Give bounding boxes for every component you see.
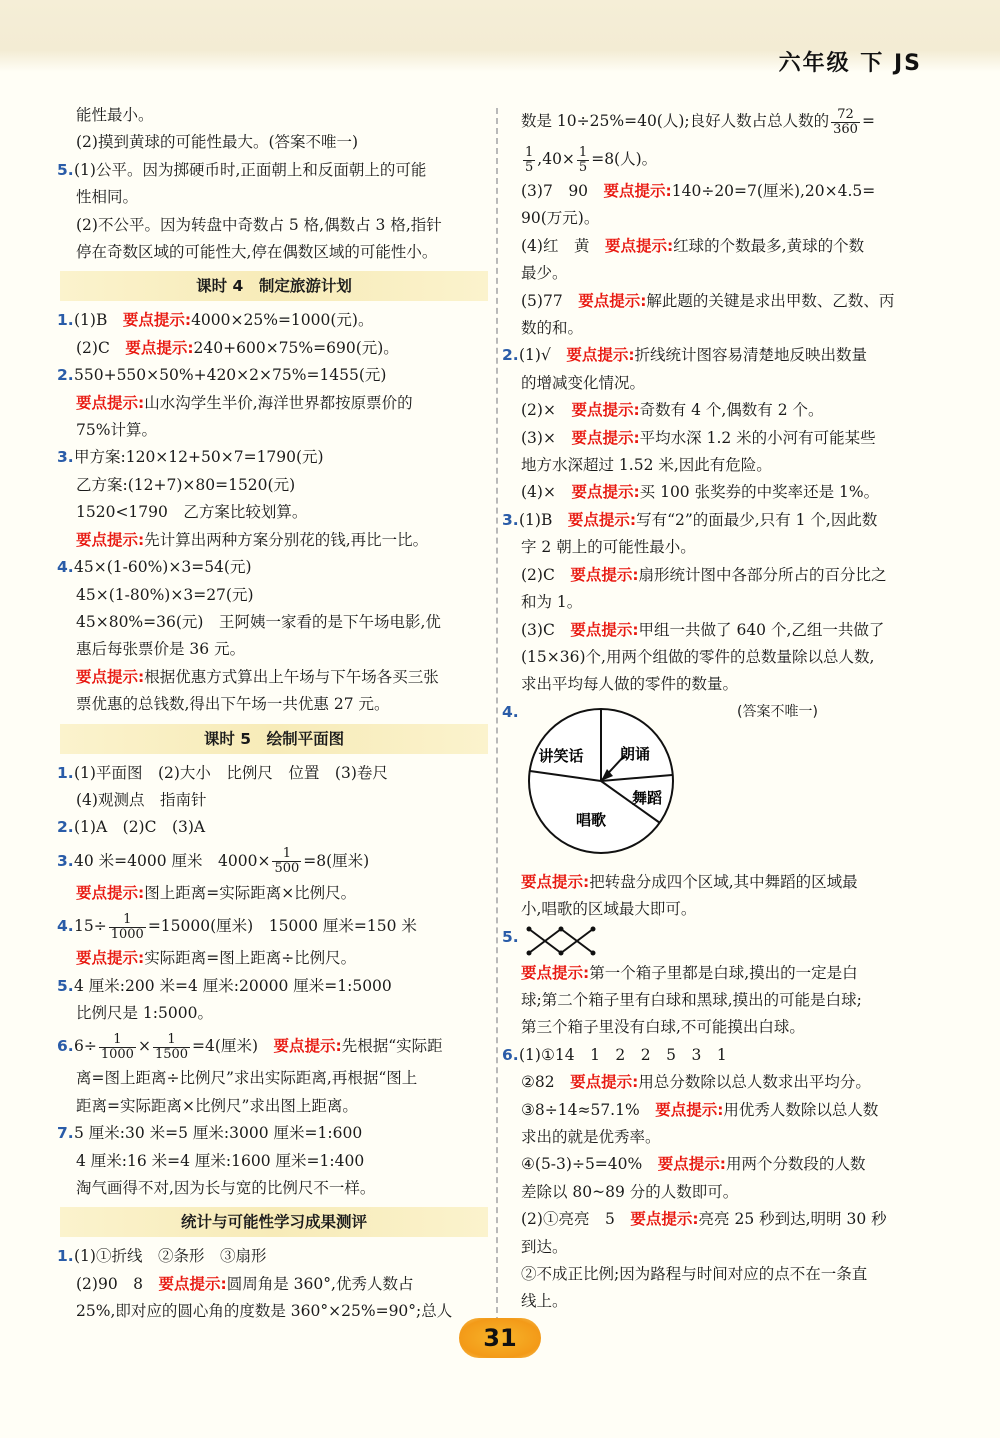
hint-text: 和为 1。 — [521, 593, 583, 612]
hint-label: 要点提示: — [125, 338, 194, 357]
hint-label: 要点提示: — [571, 401, 640, 420]
answer-part: (3)× — [521, 428, 572, 447]
hint-label: 要点提示: — [570, 1073, 639, 1092]
denominator: 1000 — [100, 1046, 134, 1062]
pie-label-dance: 舞蹈 — [631, 788, 663, 807]
answer-line: 1520<1790 乙方案比较划算。 — [76, 503, 308, 522]
hint-label: 要点提示: — [567, 510, 637, 529]
hint-text: 票优惠的总钱数,得出下午场一共优惠 27 元。 — [76, 695, 390, 714]
fraction — [577, 146, 589, 175]
answer-part: 6÷ — [74, 1037, 97, 1056]
hint-label: 要点提示: — [521, 872, 590, 891]
hint-text: 把转盘分成四个区域,其中舞蹈的区域最 — [589, 872, 858, 891]
hint-text: 圆周角是 360°,优秀人数占 — [226, 1274, 414, 1293]
column-divider — [496, 108, 498, 1333]
hint-text: 求出平均每人做的零件的数量。 — [521, 675, 739, 694]
hint-text: 140÷20=7(厘米),20×4.5= — [671, 182, 876, 200]
question-number: 2. — [57, 818, 74, 837]
hint-label: 要点提示: — [578, 291, 647, 310]
hint-label: 要点提示: — [273, 1037, 342, 1056]
right-column — [502, 102, 937, 1316]
answer-line: 甲方案:120×12+50×7=1790(元) — [74, 448, 324, 467]
question-number: 2. — [57, 366, 74, 385]
answer-part: (2)C — [521, 565, 571, 584]
hint-label: 要点提示: — [657, 1155, 726, 1174]
hint-label: 要点提示: — [76, 530, 145, 549]
question-number: 4. — [57, 558, 74, 577]
answer-part: (2)C — [76, 338, 126, 357]
numerator: 1 — [99, 1033, 136, 1048]
question-number: 5. — [57, 160, 74, 179]
answer-part: (4)× — [521, 483, 572, 502]
numerator: 1 — [109, 913, 146, 928]
hint-text: 写有“2”的面最少,只有 1 个,因此数 — [636, 510, 878, 529]
hint-text: 第三个箱子里没有白球,不可能摸出白球。 — [521, 1018, 805, 1037]
denominator: 5 — [525, 159, 534, 175]
hint-label: 要点提示: — [570, 565, 639, 584]
hint-label: 要点提示: — [655, 1100, 724, 1119]
section-heading: 课时 5 绘制平面图 — [60, 724, 488, 754]
hint-text: 先根据“实际距 — [341, 1037, 443, 1056]
answer-part: × — [137, 1037, 151, 1056]
matching-lines-figure — [523, 924, 603, 958]
hint-label: 要点提示: — [603, 182, 672, 200]
answer-line: 45×80%=36(元) 王阿姨一家看的是下午场电影,优 — [76, 612, 441, 631]
answer-line: 比例尺是 1:5000。 — [76, 1003, 213, 1022]
numerator: 1 — [272, 847, 301, 862]
hint-text: 75%计算。 — [76, 421, 157, 440]
question-number: 4. — [57, 917, 74, 936]
hint-text: 最少。 — [521, 264, 568, 283]
question-number: 5. — [57, 976, 74, 995]
answer-part: =8(人)。 — [591, 150, 658, 168]
answer-line: 5 厘米:30 米=5 厘米:3000 厘米=1:600 — [74, 1124, 363, 1143]
spinner-pie-chart — [521, 703, 681, 863]
question-number: 2. — [502, 346, 519, 365]
hint-label: 要点提示: — [630, 1210, 699, 1229]
answer-line: 能性最小。 — [76, 106, 154, 124]
hint-text: 求出的就是优秀率。 — [521, 1127, 661, 1146]
question-number: 3. — [57, 851, 74, 870]
question-number: 1. — [57, 311, 74, 330]
fraction — [523, 146, 535, 175]
hint-text: 解此题的关键是求出甲数、乙数、丙 — [646, 291, 895, 310]
question-number: 6. — [502, 1045, 519, 1064]
answer-line: (2)不公平。因为转盘中奇数占 5 格,偶数占 3 格,指针 — [76, 215, 442, 234]
answer-line: ②不成正比例;因为路程与时间对应的点不在一条直 — [521, 1265, 868, 1283]
answer-line: 45×(1-60%)×3=54(元) — [74, 558, 252, 577]
hint-text: 用优秀人数除以总人数 — [723, 1100, 879, 1119]
numerator: 1 — [525, 144, 534, 160]
answer-part: ②82 — [521, 1073, 571, 1092]
hint-text: 山水沟学生半价,海洋世界都按原票价的 — [144, 393, 413, 412]
answer-part: (2)①亮亮 5 — [521, 1210, 631, 1229]
hint-text: 字 2 朝上的可能性最小。 — [521, 538, 696, 557]
answer-line: 4 厘米:200 米=4 厘米:20000 厘米=1:5000 — [74, 976, 392, 995]
fraction — [109, 913, 146, 942]
fraction — [272, 847, 301, 876]
answer-line: (1)公平。因为掷硬币时,正面朝上和反面朝上的可能 — [74, 160, 427, 179]
answer-line: (2)摸到黄球的可能性最大。(答案不唯一) — [76, 133, 359, 152]
hint-text: 用总分数除以总人数求出平均分。 — [638, 1073, 871, 1092]
answer-note: (答案不唯一) — [737, 703, 818, 720]
question-number: 3. — [57, 448, 74, 467]
answer-line: (1)A (2)C (3)A — [74, 818, 206, 837]
question-number: 5. — [502, 927, 519, 946]
hint-text: (15×36)个,用两个组做的零件的总数量除以总人数, — [521, 647, 875, 666]
hint-label: 要点提示: — [571, 483, 640, 502]
hint-text: 的增减变化情况。 — [521, 373, 646, 392]
hint-label: 要点提示: — [76, 949, 145, 968]
hint-text: 用两个分数段的人数 — [725, 1155, 866, 1174]
fraction — [831, 108, 860, 137]
hint-text: 离=图上距离÷比例尺”求出实际距离,再根据“图上 — [76, 1069, 418, 1088]
hint-text: 扇形统计图中各部分所占的百分比之 — [638, 565, 887, 584]
answer-part: =8(厘米) — [303, 851, 370, 870]
denominator: 500 — [274, 861, 300, 877]
hint-text: 差除以 80~89 分的人数即可。 — [521, 1182, 739, 1201]
numerator: 72 — [831, 108, 860, 123]
question-number: 7. — [57, 1124, 74, 1143]
hint-text: 实际距离=图上距离÷比例尺。 — [144, 949, 357, 968]
answer-part: = — [861, 112, 875, 130]
hint-text: 奇数有 4 个,偶数有 2 个。 — [639, 401, 824, 420]
answer-part: 数是 10÷25%=40(人);良好人数占总人数的 — [521, 112, 830, 130]
answer-part: =15000(厘米) 15000 厘米=150 米 — [147, 917, 417, 936]
hint-text: 先计算出两种方案分别花的钱,再比一比。 — [144, 530, 429, 549]
answer-part: (2)× — [521, 401, 572, 420]
answer-line: 45×(1-80%)×3=27(元) — [76, 585, 254, 604]
hint-text: 数的和。 — [521, 319, 584, 338]
hint-text: 到达。 — [521, 1237, 568, 1256]
hint-text: 90(万元)。 — [521, 209, 600, 228]
answer-part: 15÷ — [74, 917, 107, 936]
answer-line: (1)①14 1 2 2 5 3 1 — [519, 1045, 727, 1064]
question-5-figure — [502, 924, 937, 960]
grade-label: 六年级 下 JS — [778, 51, 922, 76]
answer-part: (1)√ — [519, 346, 567, 365]
question-number: 1. — [57, 763, 74, 782]
section-heading: 课时 4 制定旅游计划 — [60, 271, 488, 301]
hint-text: 240+600×75%=690(元)。 — [193, 338, 399, 357]
answer-part: ③8÷14≈57.1% — [521, 1100, 656, 1119]
hint-label: 要点提示: — [158, 1274, 227, 1293]
answer-line: 淘气画得不对,因为长与宽的比例尺不一样。 — [76, 1179, 376, 1197]
hint-text: 图上距离=实际距离×比例尺。 — [144, 883, 357, 902]
hint-label: 要点提示: — [122, 311, 192, 330]
numerator: 1 — [578, 144, 588, 160]
pie-label-sing: 唱歌 — [575, 810, 607, 829]
hint-text: 第一个箱子里都是白球,摸出的一定是白 — [589, 963, 858, 982]
question-4-figure — [502, 699, 937, 869]
denominator: 5 — [578, 159, 588, 175]
answer-part: (4)红 黄 — [521, 236, 605, 255]
hint-label: 要点提示: — [604, 236, 674, 255]
pie-label-joke: 讲笑话 — [538, 746, 584, 765]
hint-label: 要点提示: — [76, 393, 145, 412]
fraction — [99, 1033, 136, 1062]
question-number: 3. — [502, 510, 519, 529]
hint-label: 要点提示: — [76, 667, 145, 686]
hint-label: 要点提示: — [566, 346, 635, 365]
fraction — [153, 1033, 190, 1062]
hint-text: 25%,即对应的圆心角的度数是 360°×25%=90°;总人 — [76, 1302, 453, 1321]
hint-text: 买 100 张奖券的中奖率还是 1%。 — [639, 483, 880, 502]
page-number: 31 — [459, 1318, 541, 1358]
denominator: 360 — [833, 121, 858, 137]
denominator: 1000 — [110, 926, 144, 942]
hint-label: 要点提示: — [521, 963, 590, 982]
hint-text: 折线统计图容易清楚地反映出数量 — [634, 346, 868, 365]
answer-part: (2)90 8 — [76, 1274, 159, 1293]
answer-line: 4 厘米:16 米=4 厘米:1600 厘米=1:400 — [76, 1151, 365, 1170]
answer-line: (1)平面图 (2)大小 比例尺 位置 (3)卷尺 — [74, 763, 388, 782]
hint-text: 小,唱歌的区域最大即可。 — [521, 900, 697, 919]
hint-label: 要点提示: — [571, 428, 640, 447]
left-column — [57, 102, 488, 1326]
answer-part: 40 米=4000 厘米 4000× — [74, 851, 271, 870]
answer-part: ④(5-3)÷5=40% — [521, 1155, 658, 1174]
answer-line: 550+550×50%+420×2×75%=1455(元) — [74, 366, 387, 385]
denominator: 1500 — [154, 1046, 189, 1062]
answer-line: 惠后每张票价是 36 元。 — [76, 640, 246, 659]
answer-line: 停在奇数区域的可能性大,停在偶数区域的可能性小。 — [76, 243, 438, 262]
hint-text: 4000×25%=1000(元)。 — [191, 311, 374, 330]
hint-text: 根据优惠方式算出上午场与下午场各买三张 — [144, 667, 439, 686]
answer-part: (1)B — [519, 510, 568, 529]
hint-text: 亮亮 25 秒到达,明明 30 秒 — [698, 1210, 887, 1229]
hint-text: 平均水深 1.2 米的小河有可能某些 — [639, 428, 876, 447]
question-number: 1. — [57, 1247, 74, 1266]
question-number: 4. — [502, 702, 519, 721]
numerator: 1 — [153, 1033, 190, 1048]
hint-text: 球;第二个箱子里有白球和黑球,摸出的可能是白球; — [521, 990, 862, 1009]
hint-label: 要点提示: — [76, 883, 145, 902]
answer-line: 乙方案:(12+7)×80=1520(元) — [76, 475, 296, 494]
answer-part: =4(厘米) — [192, 1037, 274, 1056]
hint-label: 要点提示: — [570, 620, 639, 639]
answer-line: 性相同。 — [76, 188, 139, 207]
answer-line: (1)①折线 ②条形 ③扇形 — [74, 1247, 267, 1266]
hint-text: 地方水深超过 1.52 米,因此有危险。 — [521, 456, 772, 475]
answer-part: (5)77 — [521, 291, 579, 310]
answer-part: (1)B — [74, 311, 123, 330]
pie-label-recite: 朗诵 — [619, 744, 651, 763]
question-number: 6. — [57, 1037, 74, 1056]
answer-part: ,40× — [537, 150, 575, 168]
answer-part: (3)C — [521, 620, 571, 639]
answer-line: (4)观测点 指南针 — [76, 790, 207, 809]
hint-text: 距离=实际距离×比例尺”求出图上距离。 — [76, 1096, 358, 1115]
hint-text: 甲组一共做了 640 个,乙组一共做了 — [638, 620, 885, 639]
answer-line: 线上。 — [521, 1292, 568, 1311]
section-heading: 统计与可能性学习成果测评 — [60, 1207, 488, 1237]
hint-text: 红球的个数最多,黄球的个数 — [673, 236, 865, 255]
answer-part: (3)7 90 — [521, 182, 604, 200]
